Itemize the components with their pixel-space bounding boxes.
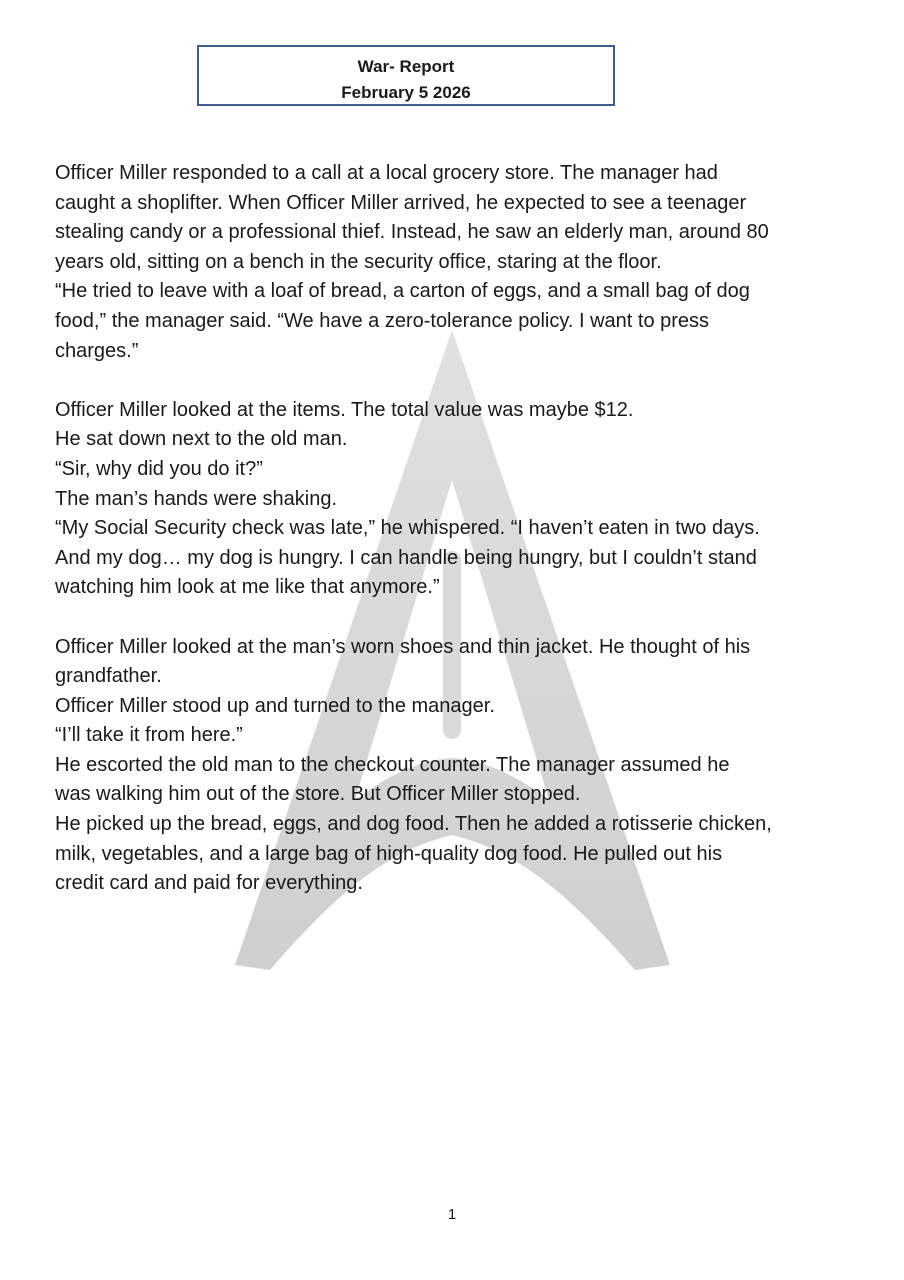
text-line: He picked up the bread, eggs, and dog food. Then he added a rotisserie chicken, bbox=[55, 813, 772, 836]
report-header-box bbox=[197, 45, 615, 106]
text-line: “He tried to leave with a loaf of bread, a carton of eggs, and a small bag of dog bbox=[55, 280, 750, 303]
text-line: The man’s hands were shaking. bbox=[55, 487, 338, 510]
text-line: grandfather. bbox=[55, 665, 162, 688]
text-line: Officer Miller looked at the items. The total value was maybe $12. bbox=[55, 398, 634, 421]
paragraph-spacer bbox=[55, 603, 855, 633]
text-line: “I’ll take it from here.” bbox=[55, 724, 243, 747]
text-line: was walking him out of the store. But Officer Miller stopped. bbox=[55, 783, 581, 806]
paragraph-spacer bbox=[55, 366, 855, 396]
text-line: “My Social Security check was late,” he whispered. “I haven’t eaten in two days. bbox=[55, 517, 760, 540]
text-line: He sat down next to the old man. bbox=[55, 428, 348, 451]
text-line: food,” the manager said. “We have a zero-tolerance policy. I want to press bbox=[55, 309, 710, 332]
text-line: Officer Miller stood up and turned to the manager. bbox=[55, 694, 495, 717]
text-line: He escorted the old man to the checkout counter. The manager assumed he bbox=[55, 753, 730, 776]
report-date: February 5 2026 bbox=[341, 83, 471, 102]
text-line: Officer Miller looked at the man’s worn shoes and thin jacket. He thought of his bbox=[55, 635, 751, 658]
text-line: credit card and paid for everything. bbox=[55, 872, 363, 895]
text-line: And my dog… my dog is hungry. I can handle being hungry, but I couldn’t stand bbox=[55, 546, 757, 569]
text-line: milk, vegetables, and a large bag of high-quality dog food. He pulled out his bbox=[55, 842, 723, 865]
text-line: “Sir, why did you do it?” bbox=[55, 457, 263, 480]
text-line: stealing candy or a professional thief. Instead, he saw an elderly man, around 80 bbox=[55, 221, 769, 244]
text-line: charges.” bbox=[55, 339, 139, 362]
text-line: Officer Miller responded to a call at a local grocery store. The manager had bbox=[55, 162, 718, 184]
page-number: 1 bbox=[447, 1206, 457, 1223]
paragraph bbox=[55, 159, 855, 366]
report-title: War- Report bbox=[357, 57, 455, 76]
paragraph bbox=[55, 396, 855, 603]
text-line: years old, sitting on a bench in the security office, staring at the floor. bbox=[55, 250, 662, 273]
report-body bbox=[55, 159, 855, 899]
text-line: watching him look at me like that anymore.” bbox=[55, 576, 440, 599]
paragraph bbox=[55, 633, 855, 899]
text-line: caught a shoplifter. When Officer Miller arrived, he expected to see a teenager bbox=[55, 191, 747, 214]
